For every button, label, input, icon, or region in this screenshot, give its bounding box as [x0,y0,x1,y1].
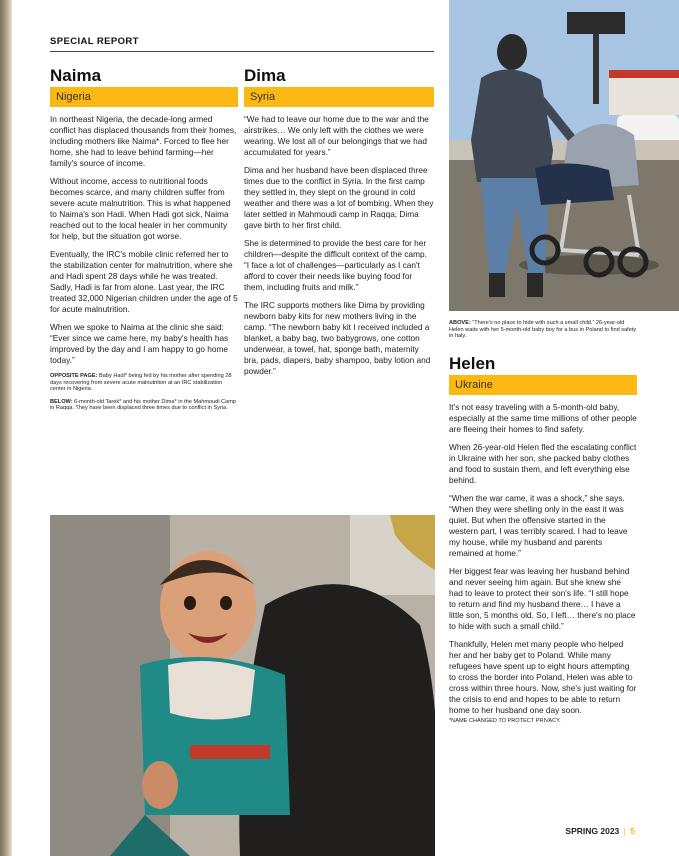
dima-column [244,66,434,384]
helen-paragraph: “When the war came, it was a shock,” she says. “When they were shelling only in the east it was quiet. But when the offensive started in the western part, I was terribly scared. I had to leave my house, while my husband and parents remained at home.” [449,492,628,558]
helen-heading: Helen [449,353,496,373]
dima-paragraph: “We had to leave our home due to the war and the airstrikes… We only left with the clothes we were wearing. We lost all of our belongings that we had accumulated for years.” [244,114,429,157]
helen-paragraph: It's not easy traveling with a 5-month-old baby, especially at the same time millions of other people are fleeing their homes to find safety. [449,401,637,434]
naima-paragraph: Without income, access to nutritional foods becomes scarce, and many children suffer from severe acute malnutrition. This is what happened to Naima's son Hadi. When Hadi got sick, Naima reached out to the local healer in her community for help, but the situation got worse. [50,176,231,241]
caption-label: ABOVE: [449,320,471,326]
page-number: 5 [630,826,635,836]
caption-text: 6-month-old Tarek* and his mother Dima* in the Mahmoudi Camp in Raqqa. They have been displaced three times due to conflict in Syria. [50,398,237,412]
helen-paragraph: Thankfully, Helen met many people who helped her and her baby get to Poland. While many refugees have spent up to eight hours attempting to cross the border into Poland, Helen was able to cross within three hours. Now, she's just waiting for the crisis to end and hopes to be able to return home to her husband one day soon. [449,638,637,715]
header-rule [50,51,434,52]
caption-text: Baby Hadi* being fed by his mother after spending 28 days recovering from severe acute malnutrition at an IRC stabilization center in Nigeria. [50,373,232,393]
privacy-footnote: *NAME CHANGED TO PROTECT PRIVACY. [449,717,561,724]
caption-label: BELOW: [50,398,73,405]
page-footer [565,826,635,836]
helen-column [449,320,637,730]
dima-paragraph: Dima and her husband have been displaced three times due to the conflict in Syria. In the first camp they settled in, they slept on the ground in cold weather and there was a lot of bombing. When they later settled in Mahmoudi camp in Raqqa, Dima gave birth to her first child. [244,165,434,230]
naima-paragraph: In northeast Nigeria, the decade-long armed conflict has displaced thousands from their homes, including mothers like Naima*. Forced to flee her home, she had to leave behind farming—her family's source of income. [50,114,237,168]
naima-paragraph: When we spoke to Naima at the clinic she said: “Ever since we came here, my baby's health has improved by the day and I am happy to go home today.” [50,322,229,365]
naima-column [50,66,238,418]
photo-helen-stroller [449,0,679,311]
caption-below [50,399,238,412]
dima-paragraph: She is determined to provide the best care for her children—despite the difficult context of the camp. “I face a lot of challenges—particularly as I can't afford to cover their needs like buying food for them, including fruits and milk.” [244,238,427,292]
dima-paragraph: The IRC supports mothers like Dima by providing newborn baby kits for new mothers living in the camp. “The newborn baby kit I received included a blanket, a baby bag, two babygrows, one cotton underwear, a towel, hat, sponge bath, maternity bra, pads, diapers, baby shampoo, baby lotion and powder.” [244,300,431,376]
photo-tarek-dima [50,515,435,856]
caption-above [449,320,637,340]
helen-paragraph: Her biggest fear was leaving her husband behind and never seeing him again. But she knew she had to leave to protect their son's life. “I still hope to return and find my husband there… I have a little son, 5 months old. So, I left… there's no place to hide with such a small child.” [449,565,636,631]
helen-paragraph: When 26-year-old Helen fled the escalating conflict in Ukraine with her son, she packed baby clothes and food to sustain them, and left everything else behind. [449,441,637,485]
dima-heading: Dima [244,66,286,85]
dima-country-bar: Syria [244,87,434,107]
caption-text: “There's no place to hide with such a small child.” 26-year-old Helen waits with her 5-month-old baby boy for a bus in Poland to find safety in Italy. [449,320,637,340]
caption-label: OPPOSITE PAGE: [50,373,98,379]
footer-separator: | [623,826,626,836]
naima-country-bar: Nigeria [50,87,238,107]
helen-country-bar: Ukraine [449,375,637,395]
caption-opposite-page [50,373,238,393]
naima-paragraph: Eventually, the IRC's mobile clinic referred her to the stabilization center for malnutrition, where she and Hadi spent 28 days while he was treated. Sadly, Hadi is far from alone. Last year, the IRC treated 32,000 Nigerian children under the age of 5 for acute malnutrition. [50,249,238,314]
adjacent-page-edge [0,0,12,856]
section-label: SPECIAL REPORT [50,36,139,47]
photo-helen-stroller-illustration [449,0,679,311]
naima-heading: Naima [50,66,102,85]
photo-tarek-dima-illustration [50,515,435,856]
issue-label: SPRING 2023 [565,826,620,836]
